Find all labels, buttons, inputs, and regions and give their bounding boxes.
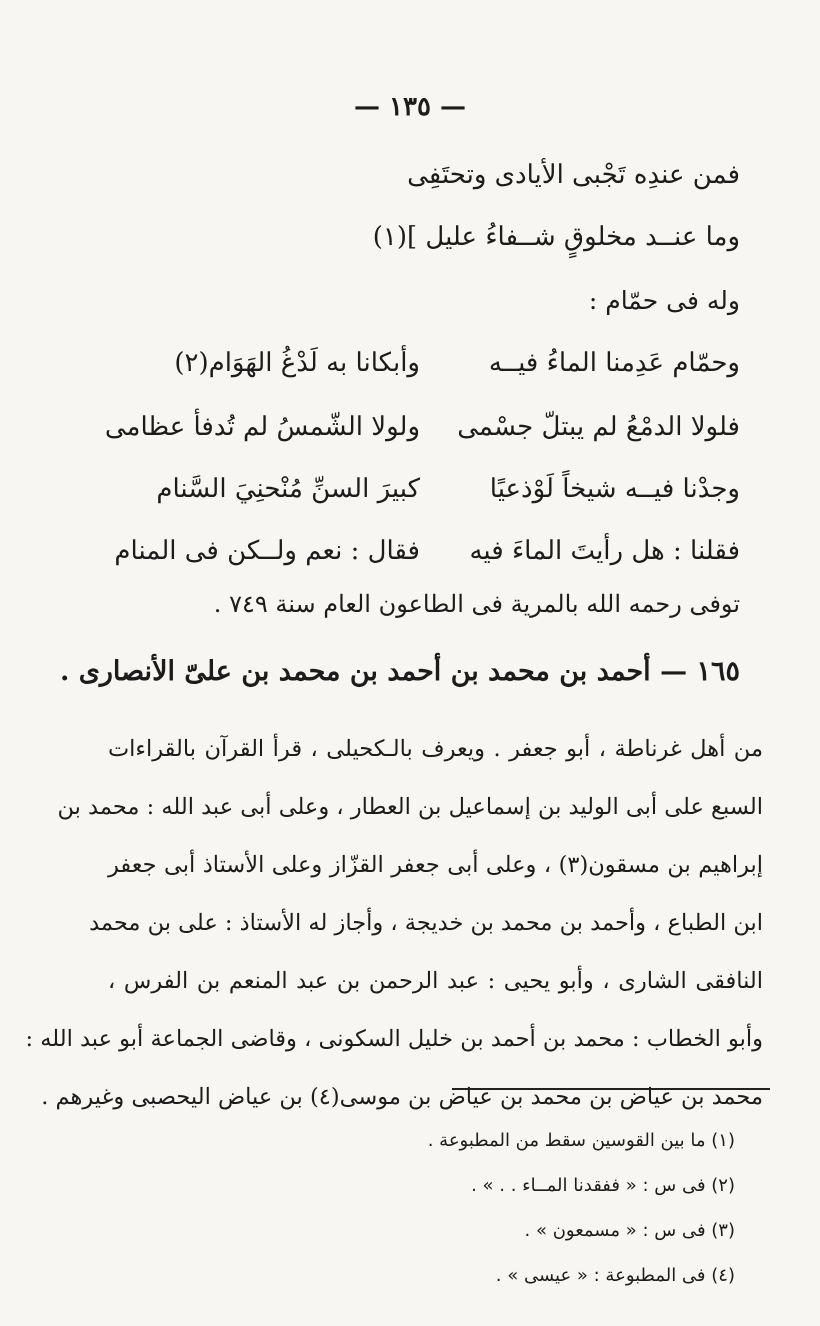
- hemistich-first: وحمّام عَدِمنا الماءُ فيــه: [488, 348, 740, 378]
- hemistich-second: كبيرَ السنِّ مُنْحنِيَ السَّنام: [156, 474, 420, 504]
- paragraph-line: السبع على أبى الوليد بن إسماعيل بن العطار ، وعلى أبى عبد الله : محمد بن: [57, 794, 763, 820]
- hemistich-second: وأبكانا به لَدْغُ الهَوَام(٢): [174, 348, 420, 378]
- couplet: [104, 412, 740, 442]
- death-note: توفى رحمه الله بالمرية فى الطاعون العام سنة ٧٤٩ .: [213, 590, 740, 618]
- poem-intro: وله فى حمّام :: [588, 286, 740, 315]
- paragraph-line: النافقى الشارى ، وأبو يحيى : عبد الرحمن بن عبد المنعم بن الفرس ،: [108, 968, 763, 994]
- verse-line-1: فمن عندِه تَجْبى الأيادى وتحتَفِى: [407, 160, 740, 190]
- paragraph-line: ابن الطباع ، وأحمد بن محمد بن خديجة ، وأجاز له الأستاذ : على بن محمد: [89, 910, 763, 936]
- hemistich-first: وجدْنا فيــه شيخاً لَوْذعيًا: [489, 474, 740, 504]
- couplet: [120, 474, 740, 504]
- paragraph-line: محمد بن عياض بن محمد بن عياض بن موسى(٤) بن عياض اليحصبى وغيرهم .: [41, 1084, 763, 1110]
- footnote-divider: [452, 1088, 770, 1090]
- paragraph-line: من أهل غرناطة ، أبو جعفر . ويعرف بالـكحيلى ، قرأ القرآن بالقراءات: [108, 736, 763, 762]
- footnote: (٢) فى س : « ففقدنا المــاء . . » .: [471, 1175, 735, 1196]
- entry-heading: ١٦٥ — أحمد بن محمد بن أحمد بن محمد بن علىّ الأنصارى .: [59, 656, 740, 687]
- couplet: [120, 348, 740, 378]
- page-number: — ١٣٥ —: [353, 92, 467, 122]
- verse-line-2: وما عنــد مخلوقٍ شــفاءُ عليل ](١): [372, 222, 740, 252]
- paragraph-line: وأبو الخطاب : محمد بن أحمد بن خليل السكونى ، وقاضى الجماعة أبو عبد الله :: [25, 1026, 763, 1052]
- footnotes: [200, 1126, 735, 1306]
- paragraph-line: إبراهيم بن مسقون(٣) ، وعلى أبى جعفر القزّاز وعلى الأستاذ أبى جعفر: [108, 852, 764, 878]
- couplet: [114, 536, 740, 566]
- hemistich-first: فقلنا : هل رأيتَ الماءَ فيه: [469, 536, 740, 566]
- footnote: (١) ما بين القوسين سقط من المطبوعة .: [427, 1130, 735, 1151]
- hemistich-second: ولولا الشّمسُ لم تُدفأ عظامى: [104, 412, 420, 442]
- biography-paragraph: [25, 726, 764, 1132]
- hemistich-first: فلولا الدمْعُ لم يبتلّ جسْمى: [457, 412, 740, 442]
- footnote: (٤) فى المطبوعة : « عيسى » .: [495, 1265, 735, 1286]
- footnote: (٣) فى س : « مسمعون » .: [524, 1220, 735, 1241]
- hemistich-second: فقال : نعم ولــكن فى المنام: [114, 536, 420, 566]
